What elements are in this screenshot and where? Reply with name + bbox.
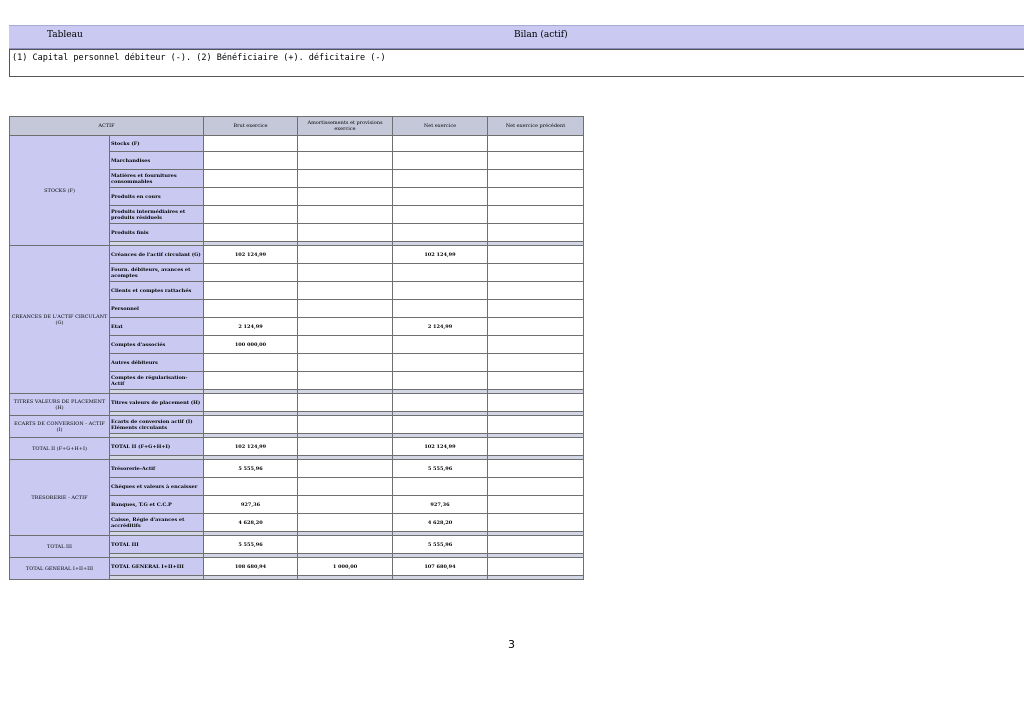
amount-cell: 5 555,96 <box>204 460 298 478</box>
section-label: TRESORERIE - ACTIF <box>10 460 110 536</box>
amount-cell: 4 628,20 <box>393 514 488 532</box>
amount-cell <box>488 514 584 532</box>
amount-cell <box>298 496 393 514</box>
amount-cell <box>204 372 298 390</box>
amount-cell <box>298 152 393 170</box>
amount-cell <box>488 354 584 372</box>
amount-cell <box>204 264 298 282</box>
amount-cell <box>393 372 488 390</box>
amount-cell <box>393 264 488 282</box>
amount-cell <box>204 394 298 412</box>
section-label: TOTAL III <box>10 536 110 558</box>
amount-cell <box>488 264 584 282</box>
row-label: TOTAL GENERAL I+II+III <box>110 558 204 576</box>
row-label: Produits intermédiaires et produits résiduels <box>110 206 204 224</box>
row-label: Fourn. débiteurs, avances et acomptes <box>110 264 204 282</box>
amount-cell <box>298 514 393 532</box>
amount-cell <box>204 224 298 242</box>
amount-cell <box>204 188 298 206</box>
amount-cell <box>393 354 488 372</box>
table-row <box>10 460 584 478</box>
amount-cell <box>488 188 584 206</box>
amount-cell <box>298 394 393 412</box>
column-header: Net exercice <box>393 117 488 136</box>
amount-cell <box>298 536 393 554</box>
amount-cell <box>298 300 393 318</box>
amount-cell <box>298 170 393 188</box>
amount-cell <box>488 152 584 170</box>
amount-cell <box>204 282 298 300</box>
amount-cell <box>488 300 584 318</box>
amount-cell: 102 124,99 <box>204 246 298 264</box>
amount-cell <box>488 460 584 478</box>
table-row <box>10 246 584 264</box>
amount-cell: 100 000,00 <box>204 336 298 354</box>
amount-cell <box>393 136 488 152</box>
row-label: Ecarts de conversion actif (I) Eléments circulants <box>110 416 204 434</box>
amount-cell: 4 628,20 <box>204 514 298 532</box>
column-header: ACTIF <box>10 117 204 136</box>
amount-cell <box>298 188 393 206</box>
amount-cell <box>298 438 393 456</box>
row-label: Comptes de régularisation- Actif <box>110 372 204 390</box>
amount-cell <box>298 264 393 282</box>
amount-cell <box>393 478 488 496</box>
amount-cell <box>204 136 298 152</box>
amount-cell <box>204 354 298 372</box>
amount-cell <box>298 416 393 434</box>
amount-cell <box>488 478 584 496</box>
row-label: Autres débiteurs <box>110 354 204 372</box>
amount-cell <box>488 496 584 514</box>
amount-cell <box>488 558 584 576</box>
amount-cell <box>488 536 584 554</box>
row-label: Marchandises <box>110 152 204 170</box>
amount-cell: 5 555,96 <box>204 536 298 554</box>
table-row <box>10 416 584 434</box>
row-label: Personnel <box>110 300 204 318</box>
table-row <box>10 394 584 412</box>
amount-cell <box>488 394 584 412</box>
amount-cell <box>488 318 584 336</box>
amount-cell: 102 124,99 <box>204 438 298 456</box>
spacer-cell <box>488 576 584 580</box>
section-label: TITRES VALEURS DE PLACEMENT (H) <box>10 394 110 416</box>
row-label: Trésorerie-Actif <box>110 460 204 478</box>
amount-cell <box>298 354 393 372</box>
amount-cell: 2 124,99 <box>204 318 298 336</box>
row-label: TOTAL III <box>110 536 204 554</box>
amount-cell <box>204 152 298 170</box>
section-label: STOCKS (F) <box>10 136 110 246</box>
amount-cell <box>393 336 488 354</box>
amount-cell <box>393 300 488 318</box>
amount-cell: 107 680,94 <box>393 558 488 576</box>
section-label: TOTAL GENERAL I+II+III <box>10 558 110 580</box>
section-label: TOTAL II (F+G+H+I) <box>10 438 110 460</box>
amount-cell: 2 124,99 <box>393 318 488 336</box>
row-label: Clients et comptes rattachés <box>110 282 204 300</box>
amount-cell: 927,36 <box>204 496 298 514</box>
amount-cell <box>298 136 393 152</box>
amount-cell: 927,36 <box>393 496 488 514</box>
row-label: TOTAL II (F+G+H+I) <box>110 438 204 456</box>
amount-cell <box>488 282 584 300</box>
amount-cell: 102 124,99 <box>393 246 488 264</box>
section-label: ECARTS DE CONVERSION - ACTIF (I) <box>10 416 110 438</box>
amount-cell <box>298 460 393 478</box>
amount-cell: 108 680,94 <box>204 558 298 576</box>
amount-cell <box>488 372 584 390</box>
header-row <box>10 117 584 136</box>
table-title-bar <box>9 25 1024 49</box>
amount-cell <box>488 170 584 188</box>
amount-cell <box>393 416 488 434</box>
amount-cell <box>204 170 298 188</box>
amount-cell <box>298 336 393 354</box>
row-label: Matières et fournitures consommables <box>110 170 204 188</box>
amount-cell <box>393 206 488 224</box>
table-row <box>10 536 584 554</box>
row-label: Caisse, Régie d'avances et accréditifs <box>110 514 204 532</box>
row-label: Produits finis <box>110 224 204 242</box>
table-label: Tableau <box>47 30 83 40</box>
amount-cell <box>298 246 393 264</box>
amount-cell <box>393 152 488 170</box>
spacer-cell <box>110 576 204 580</box>
amount-cell <box>488 224 584 242</box>
spacer-cell <box>298 576 393 580</box>
spacer-cell <box>204 576 298 580</box>
table-row <box>10 558 584 576</box>
table-row <box>10 438 584 456</box>
amount-cell <box>204 206 298 224</box>
column-header: Amortissements et provisions exercice <box>298 117 393 136</box>
table-title: Bilan (actif) <box>514 30 568 40</box>
row-label: Produits en cours <box>110 188 204 206</box>
amount-cell <box>488 438 584 456</box>
amount-cell <box>204 478 298 496</box>
amount-cell: 102 124,99 <box>393 438 488 456</box>
row-label: Titres valeurs de placement (H) <box>110 394 204 412</box>
amount-cell <box>488 246 584 264</box>
row-label: Créances de l'actif circulant (G) <box>110 246 204 264</box>
column-header: Brut exercice <box>204 117 298 136</box>
amount-cell: 5 555,96 <box>393 536 488 554</box>
amount-cell <box>488 336 584 354</box>
amount-cell <box>204 416 298 434</box>
section-label: CREANCES DE L'ACTIF CIRCULANT (G) <box>10 246 110 394</box>
amount-cell <box>488 206 584 224</box>
row-label: Comptes d'associés <box>110 336 204 354</box>
amount-cell <box>393 188 488 206</box>
amount-cell <box>298 206 393 224</box>
amount-cell <box>298 318 393 336</box>
column-header: Net exercice précédent <box>488 117 584 136</box>
row-label: Banques, T.G et C.C.P <box>110 496 204 514</box>
footnote-box: (1) Capital personnel débiteur (-). (2) Bénéficiaire (+). déficitaire (-) <box>9 49 1024 77</box>
amount-cell: 1 000,00 <box>298 558 393 576</box>
amount-cell <box>298 282 393 300</box>
row-label: Stocks (F) <box>110 136 204 152</box>
amount-cell <box>298 372 393 390</box>
amount-cell <box>488 136 584 152</box>
amount-cell <box>298 478 393 496</box>
spacer-cell <box>393 576 488 580</box>
amount-cell <box>393 394 488 412</box>
amount-cell <box>393 224 488 242</box>
row-label: Etat <box>110 318 204 336</box>
amount-cell <box>298 224 393 242</box>
amount-cell <box>488 416 584 434</box>
amount-cell: 5 555,96 <box>393 460 488 478</box>
balance-sheet-table <box>9 116 584 580</box>
amount-cell <box>393 170 488 188</box>
row-label: Chèques et valeurs à encaisser <box>110 478 204 496</box>
table-row <box>10 136 584 152</box>
amount-cell <box>393 282 488 300</box>
page-number: 3 <box>508 638 515 651</box>
amount-cell <box>204 300 298 318</box>
